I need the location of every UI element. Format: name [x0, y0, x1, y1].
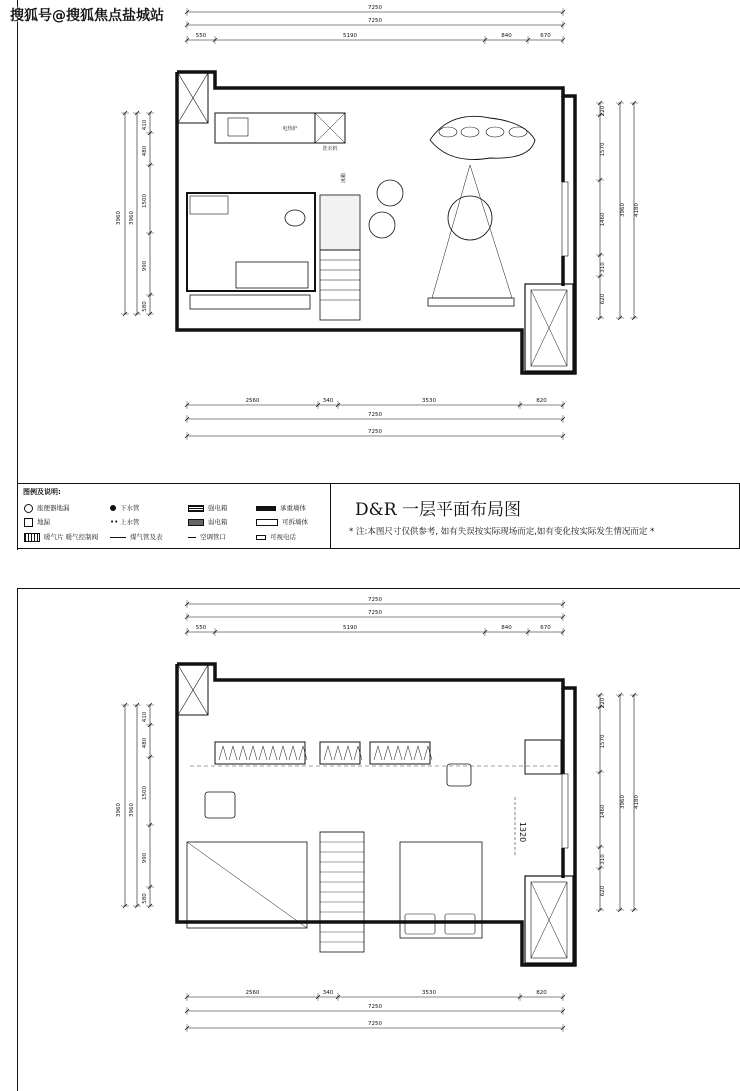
- sofa: [430, 116, 535, 159]
- cushion: [509, 127, 527, 137]
- hanger: [404, 746, 412, 760]
- title-block: [331, 483, 740, 549]
- dimension-label: 620: [600, 885, 606, 897]
- hanger: [374, 746, 382, 760]
- dimension-label: 410: [142, 119, 148, 131]
- dimension-label: 3960: [116, 803, 122, 817]
- dimension-label: 820: [536, 990, 547, 996]
- hanger: [424, 746, 432, 760]
- cabinet: [525, 740, 561, 774]
- hanger: [269, 746, 277, 760]
- legend-item: •• 上水管: [110, 518, 140, 526]
- legend-box: [17, 483, 331, 549]
- window: [562, 182, 568, 256]
- hanger: [279, 746, 287, 760]
- hanger: [384, 746, 392, 760]
- dimension-label: 3960: [620, 203, 626, 217]
- pillow: [445, 914, 475, 934]
- chair: [377, 180, 403, 206]
- hanger: [394, 746, 402, 760]
- dimension-label: 1460: [600, 804, 606, 819]
- dimension-label: 820: [536, 398, 547, 404]
- dimension-label: 310: [600, 262, 606, 273]
- dimension-label: 1460: [600, 212, 606, 227]
- cushion: [486, 127, 504, 137]
- dimension-label: 7250: [368, 1004, 382, 1010]
- hanger: [344, 746, 352, 760]
- dimension-label: 580: [142, 893, 148, 904]
- kitchen-counter: [215, 113, 315, 143]
- dimension-label: 7250: [368, 412, 382, 418]
- pillow: [405, 914, 435, 934]
- drawing-title: D&R 一层平面布局图: [355, 500, 521, 520]
- bed-diagonal: [187, 842, 307, 928]
- dimension-label: 620: [600, 293, 606, 305]
- dimension-label: 7250: [368, 610, 382, 616]
- desk-chair: [205, 792, 235, 818]
- dimension-label: 480: [142, 737, 148, 749]
- hanger: [239, 746, 247, 760]
- legend-item: 地漏: [24, 517, 50, 527]
- dimension-label: 3960: [129, 803, 135, 817]
- appliance-label: 冰箱: [341, 172, 347, 184]
- dimension-label: 2560: [245, 398, 260, 404]
- outer-wall: [177, 72, 575, 373]
- cushion: [439, 127, 457, 137]
- dimension-label: 5190: [343, 625, 357, 631]
- dimension-label: 840: [501, 625, 512, 631]
- hanger: [414, 746, 422, 760]
- dimension-label: 220: [600, 105, 606, 117]
- dimension-label: 4180: [634, 795, 640, 809]
- cushion: [461, 127, 479, 137]
- legend-item: 下水管: [110, 503, 140, 512]
- appliance-label: 电热炉: [282, 126, 298, 132]
- drawing-note: * 注:本图尺寸仅供参考, 如有失误按实际现场而定,如有变化按实际发生情况而定 *: [349, 527, 655, 537]
- toilet: [285, 210, 305, 226]
- hanger: [354, 746, 362, 760]
- dimension-label: 990: [142, 260, 148, 272]
- hanger: [259, 746, 267, 760]
- dimension-label: 3530: [422, 398, 436, 404]
- dimension-label: 7250: [368, 597, 382, 603]
- bath-shelf: [190, 196, 228, 214]
- legend-item: 座便器地漏: [24, 503, 70, 513]
- dimension-label: 7250: [368, 18, 382, 24]
- height-label: 1320: [518, 821, 527, 843]
- dimension-label: 340: [322, 398, 334, 404]
- dimension-label: 7250: [368, 1021, 382, 1027]
- legend-item: 可拆墙体: [256, 517, 308, 526]
- dimension-label: 1570: [600, 142, 606, 157]
- stair: [320, 250, 360, 320]
- tv-sightline: [432, 165, 512, 298]
- dimension-label: 3960: [129, 211, 135, 225]
- dimension-label: 4180: [634, 203, 640, 217]
- shoe-cabinet: [190, 295, 310, 309]
- hanger: [229, 746, 237, 760]
- dimension-label: 550: [195, 33, 207, 39]
- sink: [228, 118, 248, 136]
- dimension-label: 7250: [368, 5, 382, 11]
- tv-cabinet: [428, 298, 514, 306]
- dimension-label: 7250: [368, 429, 382, 435]
- dimension-label: 580: [142, 301, 148, 312]
- outer-wall: [177, 664, 575, 965]
- dimension-label: 1500: [142, 194, 148, 208]
- armchair: [447, 764, 471, 786]
- watermark: 搜狐号@搜狐焦点盐城站: [10, 8, 164, 24]
- dimension-label: 410: [142, 711, 148, 723]
- wardrobe: [215, 742, 305, 764]
- dimension-label: 840: [501, 33, 512, 39]
- legend-title: 图例及说明:: [23, 488, 61, 496]
- legend-item: 煤气管及表: [110, 532, 163, 541]
- legend-item: 承重墙体: [256, 503, 306, 512]
- dimension-label: 2560: [245, 990, 260, 996]
- legend-item: 可视电话: [256, 532, 296, 541]
- hanger: [334, 746, 342, 760]
- hanger: [219, 746, 227, 760]
- dimension-label: 480: [142, 145, 148, 157]
- legend-item: 弱电箱: [188, 517, 228, 526]
- dimension-label: 3960: [116, 211, 122, 225]
- stair-landing: [320, 195, 360, 250]
- dimension-label: 550: [195, 625, 207, 631]
- hanger: [249, 746, 257, 760]
- dimension-label: 310: [600, 854, 606, 865]
- dimension-label: 3530: [422, 990, 436, 996]
- appliance-label: 洗衣机: [322, 146, 338, 152]
- hanger: [299, 746, 307, 760]
- chair: [369, 212, 395, 238]
- dimension-label: 3960: [620, 795, 626, 809]
- dimension-label: 220: [600, 697, 606, 709]
- dimension-label: 670: [540, 33, 551, 39]
- legend-item: 空调管口: [188, 532, 226, 541]
- dimension-label: 990: [142, 852, 148, 864]
- bathroom-wall: [187, 193, 315, 291]
- legend-item: 暖气片 暖气控制阀: [24, 532, 98, 542]
- legend-item: 强电箱: [188, 503, 228, 512]
- dimension-label: 340: [322, 990, 334, 996]
- dimension-label: 670: [540, 625, 551, 631]
- vanity: [236, 262, 308, 288]
- dimension-label: 1500: [142, 786, 148, 800]
- window: [562, 774, 568, 848]
- hanger: [324, 746, 332, 760]
- hanger: [289, 746, 297, 760]
- dimension-label: 1570: [600, 734, 606, 749]
- dimension-label: 5190: [343, 33, 357, 39]
